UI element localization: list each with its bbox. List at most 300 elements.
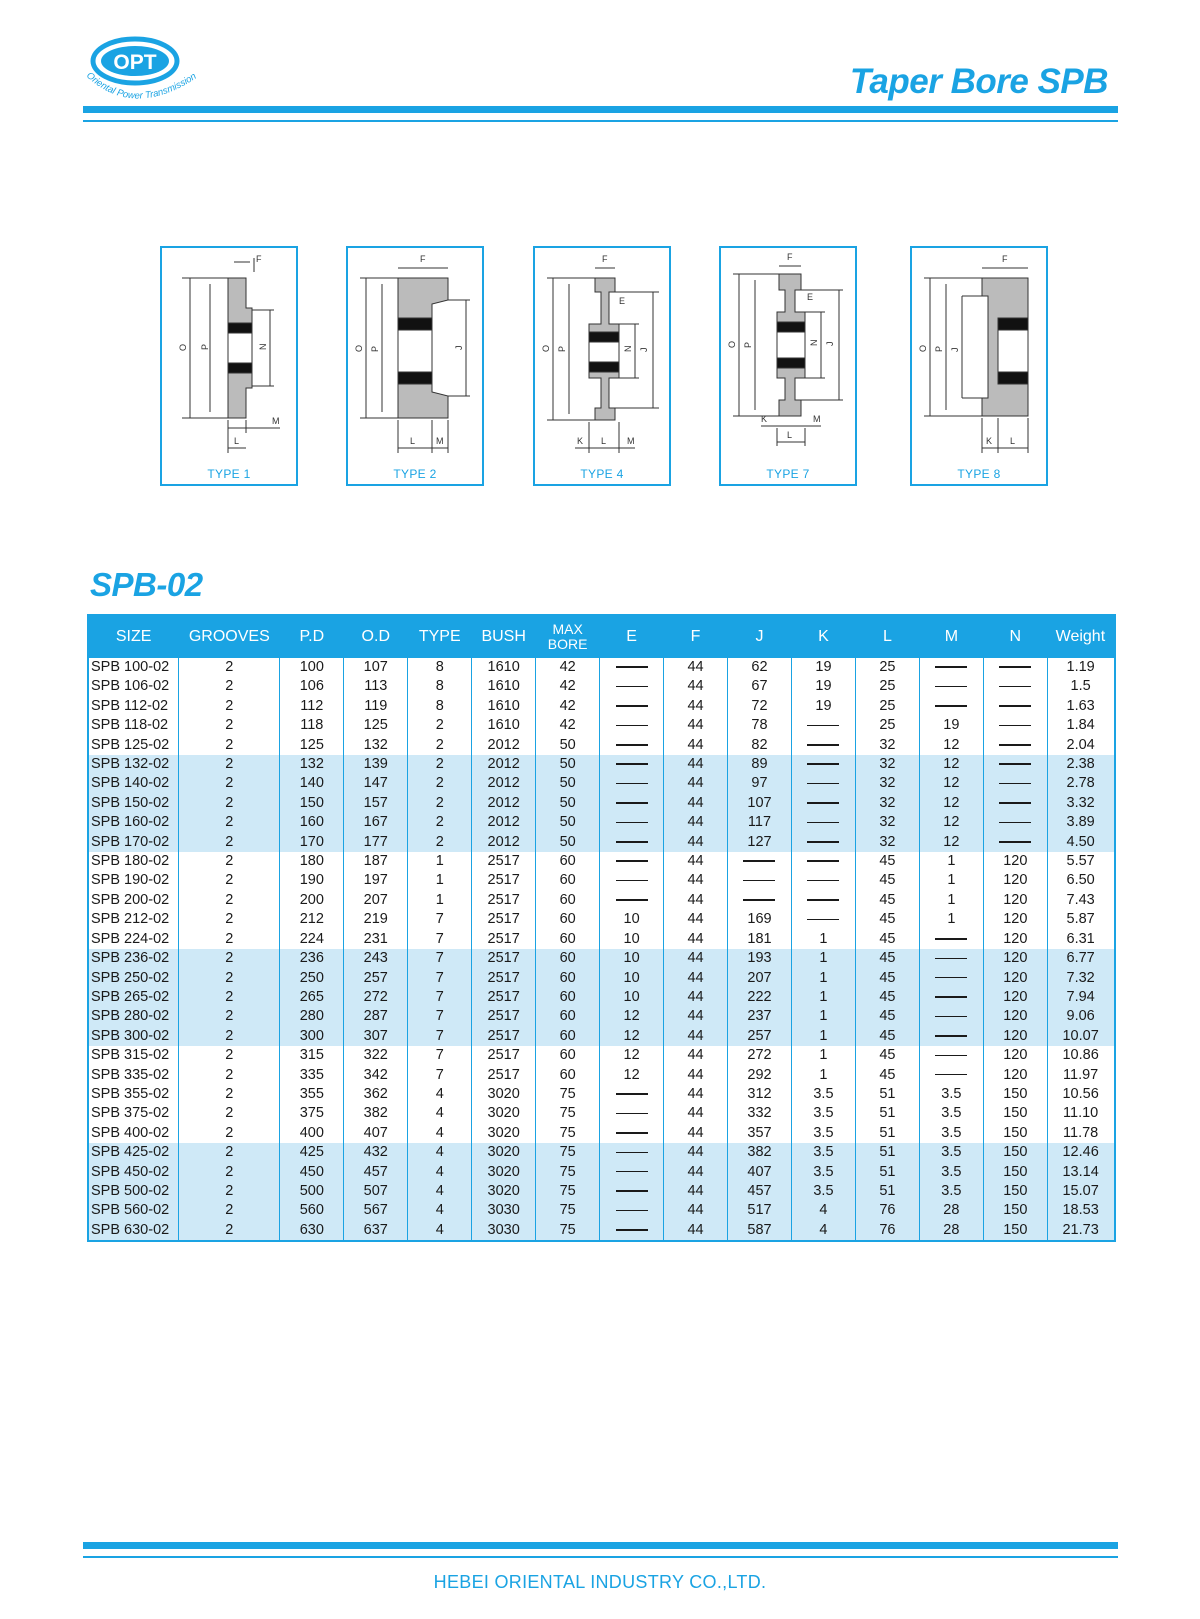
table-cell: 45: [855, 949, 919, 968]
table-cell: [791, 852, 855, 871]
table-cell: 51: [855, 1104, 919, 1123]
table-cell: 2012: [472, 774, 536, 793]
table-row: [89, 1085, 1114, 1104]
table-cell: 265: [280, 988, 344, 1007]
table-row: [89, 969, 1114, 988]
table-row: [89, 1007, 1114, 1026]
dash-mark: [616, 686, 648, 688]
diagram-caption: TYPE 8: [957, 467, 1001, 481]
table-body: [89, 658, 1114, 1240]
table-cell: 44: [664, 833, 728, 852]
table-cell: 19: [791, 677, 855, 696]
table-cell: [919, 949, 983, 968]
table-cell: 187: [344, 852, 408, 871]
table-cell: 125: [344, 716, 408, 735]
table-cell: 2012: [472, 736, 536, 755]
dash-mark: [616, 744, 648, 746]
table-row: [89, 988, 1114, 1007]
table-cell: 4: [408, 1124, 472, 1143]
table-cell: 32: [855, 755, 919, 774]
svg-text:N: N: [809, 339, 819, 346]
table-cell: 45: [855, 930, 919, 949]
table-cell: 21.73: [1047, 1221, 1113, 1240]
column-header: E: [600, 616, 664, 658]
table-cell: SPB 106-02: [89, 677, 179, 696]
table-cell: 50: [536, 755, 600, 774]
table-cell: SPB 212-02: [89, 910, 179, 929]
table-cell: 7: [408, 1007, 472, 1026]
table-cell: 3.5: [791, 1124, 855, 1143]
table-cell: 150: [983, 1163, 1047, 1182]
table-row: [89, 1104, 1114, 1123]
table-cell: [983, 697, 1047, 716]
table-cell: 6.31: [1066, 930, 1095, 947]
table-cell: 45: [855, 1027, 919, 1046]
table-row: [89, 1124, 1114, 1143]
table-cell: SPB 132-02: [89, 755, 179, 774]
table-cell: 2: [179, 930, 280, 949]
svg-text:J: J: [950, 347, 960, 352]
table-cell: 7: [408, 1066, 472, 1085]
table-cell: SPB 560-02: [89, 1201, 179, 1220]
table-cell: 2: [179, 871, 280, 890]
table-cell: 4: [408, 1085, 472, 1104]
table-cell: 272: [344, 988, 408, 1007]
table-cell: 2517: [472, 969, 536, 988]
table-cell: 50: [536, 794, 600, 813]
table-cell: 51: [855, 1182, 919, 1201]
table-cell: 2.04: [1066, 736, 1095, 753]
table-cell: SPB 160-02: [89, 813, 179, 832]
table-cell: 32: [855, 736, 919, 755]
diagram-type-1: [160, 246, 298, 486]
table-cell: [600, 852, 664, 871]
dash-mark: [935, 686, 967, 688]
table-row: [89, 813, 1114, 832]
table-cell: 2: [408, 755, 472, 774]
dash-mark: [616, 1190, 648, 1192]
table-cell: [919, 658, 983, 677]
table-cell: 44: [664, 755, 728, 774]
table-cell: 3.89: [1047, 813, 1113, 832]
table-cell: 2517: [472, 949, 536, 968]
table-row: [89, 910, 1114, 929]
dash-mark: [807, 744, 839, 746]
table-cell: 150: [983, 1085, 1047, 1104]
table-cell: 62: [728, 658, 792, 677]
table-cell: 32: [855, 813, 919, 832]
table-cell: 120: [983, 930, 1047, 949]
table-cell: [791, 774, 855, 793]
table-cell: 45: [855, 1066, 919, 1085]
table-cell: 1.19: [1066, 659, 1095, 675]
dash-mark: [999, 822, 1031, 824]
table-cell: 407: [728, 1163, 792, 1182]
table-cell: 2517: [472, 1046, 536, 1065]
table-row: [89, 755, 1114, 774]
table-cell: 89: [728, 755, 792, 774]
table-cell: 243: [344, 949, 408, 968]
table-cell: 167: [344, 813, 408, 832]
table-cell: 2: [179, 1104, 280, 1123]
table-cell: 44: [664, 891, 728, 910]
table-cell: [919, 1007, 983, 1026]
table-cell: 231: [344, 930, 408, 949]
table-cell: 10.86: [1062, 1047, 1099, 1064]
table-cell: 100: [280, 658, 344, 677]
table-cell: 150: [983, 1182, 1047, 1201]
table-row: [89, 697, 1114, 716]
table-cell: 150: [983, 1143, 1047, 1162]
svg-text:K: K: [986, 436, 993, 446]
table-cell: 150: [280, 794, 344, 813]
table-cell: SPB 140-02: [89, 774, 179, 793]
table-cell: 207: [344, 891, 408, 910]
table-cell: 12: [600, 1007, 664, 1026]
diagram-caption: TYPE 1: [207, 467, 251, 481]
table-cell: 630: [280, 1221, 344, 1240]
column-header: N: [983, 616, 1047, 658]
table-cell: 2: [179, 1046, 280, 1065]
table-cell: 10: [600, 969, 664, 988]
table-cell: 119: [344, 697, 408, 716]
dash-mark: [743, 880, 775, 882]
diagram-type-4: [533, 246, 671, 486]
table-cell: SPB 315-02: [89, 1046, 179, 1065]
table-cell: 44: [664, 1085, 728, 1104]
table-cell: 132: [344, 736, 408, 755]
table-cell: 118: [280, 716, 344, 735]
table-cell: 125: [280, 736, 344, 755]
table-cell: 1610: [472, 697, 536, 716]
table-cell: 2.38: [1047, 755, 1113, 774]
table-cell: 150: [983, 1104, 1047, 1123]
table-cell: [600, 794, 664, 813]
table-row: [89, 736, 1114, 755]
table-cell: 5.57: [1066, 853, 1095, 870]
table-cell: [728, 871, 792, 890]
diagram-caption: TYPE 2: [393, 467, 437, 481]
table-cell: [600, 833, 664, 852]
table-cell: 7: [408, 988, 472, 1007]
table-cell: 9.06: [1047, 1007, 1113, 1026]
svg-text:P: P: [200, 343, 210, 350]
table-cell: 11.10: [1063, 1105, 1099, 1122]
table-cell: 113: [344, 677, 408, 696]
table-cell: 150: [983, 1201, 1047, 1220]
table-cell: [600, 755, 664, 774]
table-cell: 13.14: [1047, 1163, 1113, 1182]
table-cell: 2012: [472, 813, 536, 832]
svg-text:F: F: [602, 254, 608, 264]
dash-mark: [616, 1171, 648, 1173]
table-cell: 224: [280, 930, 344, 949]
table-cell: 7: [408, 930, 472, 949]
table-cell: [791, 891, 855, 910]
svg-text:E: E: [807, 292, 814, 302]
table-cell: 117: [728, 813, 792, 832]
table-cell: 322: [344, 1046, 408, 1065]
dash-mark: [999, 763, 1031, 765]
table-cell: 8: [408, 658, 472, 677]
dash-mark: [616, 899, 648, 901]
table-cell: 7: [408, 910, 472, 929]
table-cell: 7: [408, 1027, 472, 1046]
table-cell: 112: [280, 697, 344, 716]
svg-text:L: L: [787, 430, 793, 440]
table-cell: 2517: [472, 891, 536, 910]
table-cell: 32: [855, 794, 919, 813]
table-cell: [600, 1085, 664, 1104]
table-cell: 140: [280, 774, 344, 793]
table-cell: 12.46: [1047, 1143, 1113, 1162]
table-cell: 2: [179, 1085, 280, 1104]
table-cell: 44: [664, 774, 728, 793]
table-cell: SPB 170-02: [89, 833, 179, 852]
svg-text:J: J: [639, 347, 649, 352]
table-cell: 120: [983, 871, 1047, 890]
svg-text:P: P: [370, 345, 380, 352]
table-cell: 1: [791, 969, 855, 988]
table-cell: 272: [728, 1046, 792, 1065]
table-cell: [919, 697, 983, 716]
table-cell: 1: [791, 1066, 855, 1085]
table-cell: 60: [536, 949, 600, 968]
table-cell: 287: [344, 1007, 408, 1026]
dash-mark: [616, 880, 648, 882]
company-logo: [80, 30, 210, 110]
dash-mark: [743, 899, 775, 901]
table-cell: 4: [408, 1221, 472, 1240]
table-cell: 44: [664, 949, 728, 968]
dash-mark: [999, 744, 1031, 746]
table-cell: [728, 852, 792, 871]
table-cell: 2: [179, 969, 280, 988]
table-cell: 382: [728, 1143, 792, 1162]
table-cell: 2012: [472, 794, 536, 813]
table-header-row: [89, 616, 1114, 658]
table-cell: 139: [344, 755, 408, 774]
table-cell: [600, 697, 664, 716]
table-cell: 60: [536, 1007, 600, 1026]
table-cell: 280: [280, 1007, 344, 1026]
table-row: [89, 716, 1114, 735]
table-cell: 120: [983, 949, 1047, 968]
table-cell: SPB 425-02: [89, 1143, 179, 1162]
table-cell: 75: [536, 1221, 600, 1240]
table-cell: 517: [728, 1201, 792, 1220]
table-cell: 355: [280, 1085, 344, 1104]
table-cell: 120: [983, 910, 1047, 929]
table-row: [89, 1143, 1114, 1162]
table-cell: 193: [728, 949, 792, 968]
table-cell: 292: [728, 1066, 792, 1085]
table-cell: 3020: [472, 1143, 536, 1162]
table-cell: 3020: [472, 1085, 536, 1104]
table-cell: 1: [408, 852, 472, 871]
dash-mark: [807, 919, 839, 921]
table-cell: 50: [536, 833, 600, 852]
table-cell: 120: [983, 969, 1047, 988]
table-cell: 1.63: [1066, 697, 1095, 714]
dash-mark: [807, 725, 839, 727]
svg-text:M: M: [813, 414, 821, 424]
table-cell: 222: [728, 988, 792, 1007]
table-cell: 2: [179, 794, 280, 813]
table-cell: 106: [280, 677, 344, 696]
table-cell: 382: [344, 1104, 408, 1123]
table-cell: 177: [344, 833, 408, 852]
table-cell: 2: [179, 1163, 280, 1182]
column-header: F: [664, 616, 728, 658]
table-cell: 45: [855, 988, 919, 1007]
table-cell: 75: [536, 1201, 600, 1220]
dash-mark: [999, 802, 1031, 804]
table-cell: 19: [791, 658, 855, 677]
table-cell: 75: [536, 1104, 600, 1123]
table-cell: 2: [179, 891, 280, 910]
footer-rule: [83, 1542, 1118, 1549]
table-cell: 45: [855, 910, 919, 929]
dash-mark: [616, 1132, 648, 1134]
table-cell: 11.78: [1063, 1124, 1099, 1141]
table-row: [89, 1027, 1114, 1046]
table-cell: 300: [280, 1027, 344, 1046]
table-cell: 2: [408, 736, 472, 755]
table-cell: 10: [600, 988, 664, 1007]
table-cell: 4: [408, 1201, 472, 1220]
table-cell: 2517: [472, 871, 536, 890]
table-cell: 44: [664, 1104, 728, 1123]
svg-text:O: O: [541, 344, 551, 352]
table-cell: SPB 236-02: [89, 949, 179, 968]
table-cell: [919, 1046, 983, 1065]
table-row: [89, 1066, 1114, 1085]
table-cell: 2: [179, 949, 280, 968]
table-cell: SPB 190-02: [89, 871, 179, 890]
diagram-caption: TYPE 7: [766, 467, 810, 481]
dash-mark: [807, 899, 839, 901]
table-cell: 120: [983, 1027, 1047, 1046]
diagram-caption: TYPE 4: [580, 467, 624, 481]
table-cell: 2: [179, 852, 280, 871]
table-cell: 44: [664, 871, 728, 890]
table-cell: 32: [855, 833, 919, 852]
table-cell: SPB 450-02: [89, 1163, 179, 1182]
dash-mark: [616, 841, 648, 843]
table-cell: 3.5: [791, 1085, 855, 1104]
svg-text:M: M: [272, 416, 280, 426]
table-cell: [791, 813, 855, 832]
table-cell: 181: [728, 930, 792, 949]
table-cell: 44: [664, 1066, 728, 1085]
dash-mark: [743, 860, 775, 862]
table-cell: 44: [664, 677, 728, 696]
table-cell: 1: [791, 949, 855, 968]
table-cell: 3.5: [919, 1182, 983, 1201]
dash-mark: [616, 1210, 648, 1212]
table-cell: 3.5: [919, 1104, 983, 1123]
dash-mark: [616, 1093, 648, 1095]
table-row: [89, 1046, 1114, 1065]
svg-text:K: K: [577, 436, 584, 446]
table-cell: 2: [179, 755, 280, 774]
table-cell: 250: [280, 969, 344, 988]
dash-mark: [999, 686, 1031, 688]
table-cell: 2: [179, 1124, 280, 1143]
table-cell: 2: [179, 1066, 280, 1085]
column-header: GROOVES: [179, 616, 280, 658]
column-header: MAX BORE: [536, 616, 600, 658]
table-cell: 3.5: [919, 1085, 983, 1104]
table-cell: 45: [855, 891, 919, 910]
table-cell: 1.5: [1070, 678, 1091, 695]
table-cell: [791, 716, 855, 735]
table-cell: 12: [919, 736, 983, 755]
table-cell: 44: [664, 736, 728, 755]
table-cell: 2012: [472, 755, 536, 774]
table-cell: SPB 375-02: [89, 1104, 179, 1123]
table-cell: 6.50: [1066, 872, 1095, 889]
table-cell: 2517: [472, 910, 536, 929]
dash-mark: [935, 996, 967, 998]
table-cell: 44: [664, 813, 728, 832]
table-cell: 2: [408, 794, 472, 813]
svg-text:P: P: [557, 345, 567, 352]
table-cell: 1610: [472, 677, 536, 696]
table-cell: 12: [919, 813, 983, 832]
table-cell: 1610: [472, 658, 536, 677]
table-cell: 44: [664, 716, 728, 735]
logo-text: OPT: [113, 51, 157, 74]
table-cell: SPB 112-02: [89, 697, 179, 716]
svg-text:E: E: [619, 296, 626, 306]
table-cell: [600, 1104, 664, 1123]
dash-mark: [807, 802, 839, 804]
table-cell: 18.53: [1047, 1201, 1113, 1220]
table-cell: 44: [664, 1182, 728, 1201]
table-cell: 207: [728, 969, 792, 988]
table-cell: 44: [664, 794, 728, 813]
table-cell: 1: [791, 1027, 855, 1046]
table-cell: 7.94: [1047, 988, 1113, 1007]
table-row: [89, 1163, 1114, 1182]
table-cell: [791, 755, 855, 774]
table-cell: 257: [728, 1027, 792, 1046]
dash-mark: [807, 841, 839, 843]
diagram-type-7: [719, 246, 857, 486]
column-header: P.D: [280, 616, 344, 658]
table-cell: 169: [728, 910, 792, 929]
table-cell: 3020: [472, 1124, 536, 1143]
table-cell: 45: [855, 1007, 919, 1026]
dash-mark: [935, 958, 967, 960]
table-cell: 44: [664, 1221, 728, 1240]
dash-mark: [935, 1055, 967, 1057]
table-cell: 6.77: [1047, 949, 1113, 968]
dash-mark: [616, 783, 648, 785]
table-cell: 60: [536, 852, 600, 871]
table-cell: 457: [344, 1163, 408, 1182]
table-cell: 60: [536, 891, 600, 910]
table-cell: 4: [408, 1163, 472, 1182]
table-cell: 2: [179, 1143, 280, 1162]
table-cell: 1: [791, 930, 855, 949]
table-cell: 10: [600, 930, 664, 949]
dash-mark: [616, 822, 648, 824]
table-cell: 2: [179, 1027, 280, 1046]
svg-text:M: M: [436, 436, 444, 446]
